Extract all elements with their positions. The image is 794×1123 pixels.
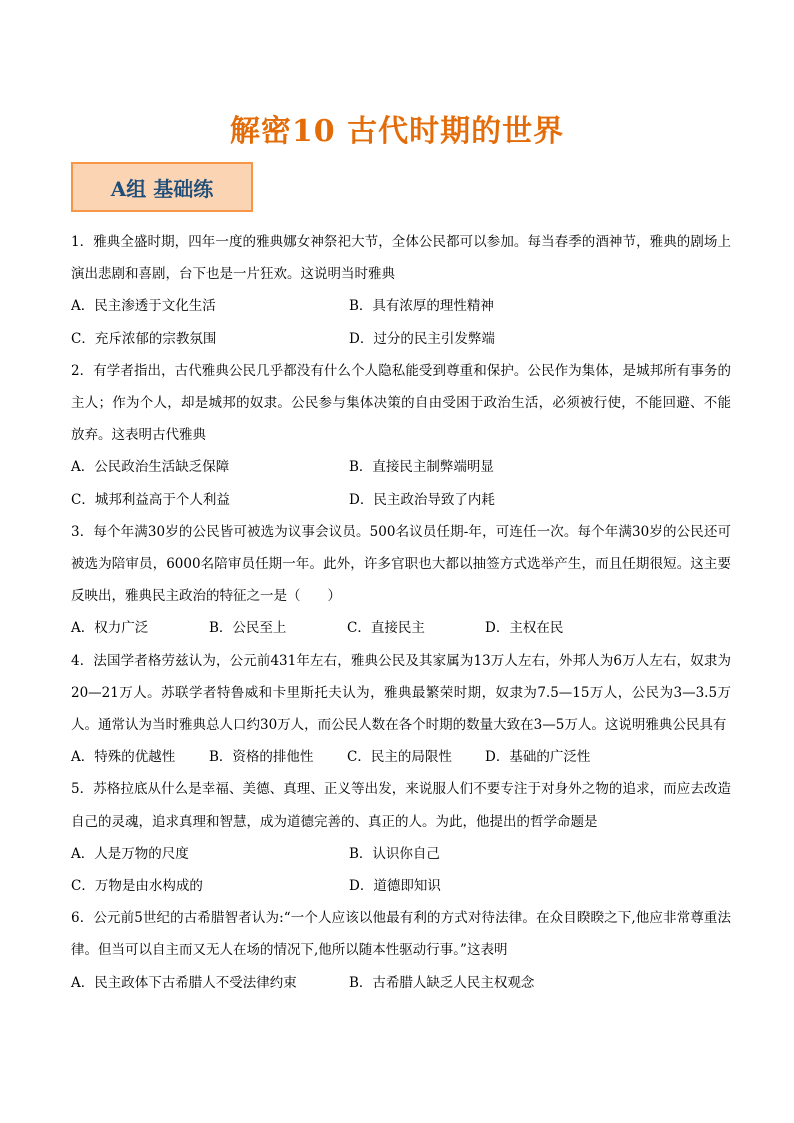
option: D．主权在民 [485, 620, 564, 637]
option: D．道德即知识 [349, 878, 441, 895]
option: C．万物是由水构成的 [71, 878, 203, 895]
question-stem: 2．有学者指出，古代雅典公民几乎都没有什么个人隐私能受到尊重和保护。公民作为集体，是城邦所有事务的主人；作为个人，却是城邦的奴隶。公民参与集体决策的自由受困于政治生活，必须被行使，不能回避、不能放弃。这表明古代雅典 [71, 362, 731, 444]
question-list [71, 226, 731, 999]
question-stem: 6．公元前5世纪的古希腊智者认为:“一个人应该以他最有利的方式对待法律。在众目睽睽之下,他应非常尊重法律。但当可以自主而又无人在场的情况下,他所以随本性驱动行事。”这表明 [71, 910, 731, 959]
question-item [71, 902, 731, 999]
options-row [71, 290, 731, 322]
option: B．直接民主制弊端明显 [349, 459, 494, 476]
option: A．特殊的优越性 [71, 749, 176, 766]
question-item [71, 773, 731, 902]
options-row [71, 838, 731, 870]
option: B．公民至上 [209, 620, 287, 637]
option: B．认识你自己 [349, 845, 440, 862]
section-title: A组 基础练 [110, 176, 214, 201]
options-row [71, 967, 731, 999]
options-row [71, 323, 731, 355]
question-stem: 5．苏格拉底从什么是幸福、美德、真理、正义等出发，来说服人们不要专注于对身外之物的追求，而应去改造自己的灵魂，追求真理和智慧，成为道德完善的、真正的人。为此，他提出的哲学命题是 [71, 781, 731, 830]
question-stem: 4．法国学者格劳兹认为，公元前431年左右，雅典公民及其家属为13万人左右，外邦人为6万人左右，奴隶为20—21万人。苏联学者特鲁威和卡里斯托夫认为，雅典最繁荣时期，奴隶为7.5—15万人，公民为3—3.5万人。通常认为当时雅典总人口约30万人，而公民人数在各个时期的数量大致在3—5万人。这说明雅典公民具有 [71, 652, 731, 734]
question-item [71, 645, 731, 774]
options-row [71, 741, 731, 773]
page-title: 解密10 古代时期的世界 [229, 114, 565, 149]
option: A．权力广泛 [71, 620, 149, 637]
options-row [71, 451, 731, 483]
options-row [71, 612, 731, 644]
question-item [71, 226, 731, 355]
option: A．民主渗透于文化生活 [71, 298, 216, 315]
options-row [71, 484, 731, 516]
question-stem: 3．每个年满30岁的公民皆可被选为议事会议员。500名议员任期-年，可连任一次。每个年满30岁的公民还可被选为陪审员，6000名陪审员任期一年。此外，许多官职也大都以抽签方式选举产生，而且任期很短。这主要反映出，雅典民主政治的特征之一是（ ） [71, 523, 731, 605]
option: A．人是万物的尺度 [71, 845, 189, 862]
option: D．民主政治导致了内耗 [349, 491, 495, 508]
options-row [71, 870, 731, 902]
option: C．民主的局限性 [347, 749, 452, 766]
option: B．古希腊人缺乏人民主权观念 [349, 974, 535, 991]
option: C．城邦利益高于个人利益 [71, 491, 230, 508]
option: C．充斥浓郁的宗教氛围 [71, 330, 217, 347]
option: A．公民政治生活缺乏保障 [71, 459, 230, 476]
option: C．直接民主 [347, 620, 425, 637]
option: B．资格的排他性 [209, 749, 314, 766]
option: B．具有浓厚的理性精神 [349, 298, 494, 315]
question-stem: 1．雅典全盛时期，四年一度的雅典娜女神祭祀大节，全体公民都可以参加。每当春季的酒神节，雅典的剧场上演出悲剧和喜剧，台下也是一片狂欢。这说明当时雅典 [71, 234, 731, 283]
option: A．民主政体下古希腊人不受法律约束 [71, 974, 297, 991]
section-header-box [71, 162, 253, 212]
question-item [71, 516, 731, 645]
option: D．过分的民主引发弊端 [349, 330, 495, 347]
question-item [71, 355, 731, 516]
option: D．基础的广泛性 [485, 749, 591, 766]
